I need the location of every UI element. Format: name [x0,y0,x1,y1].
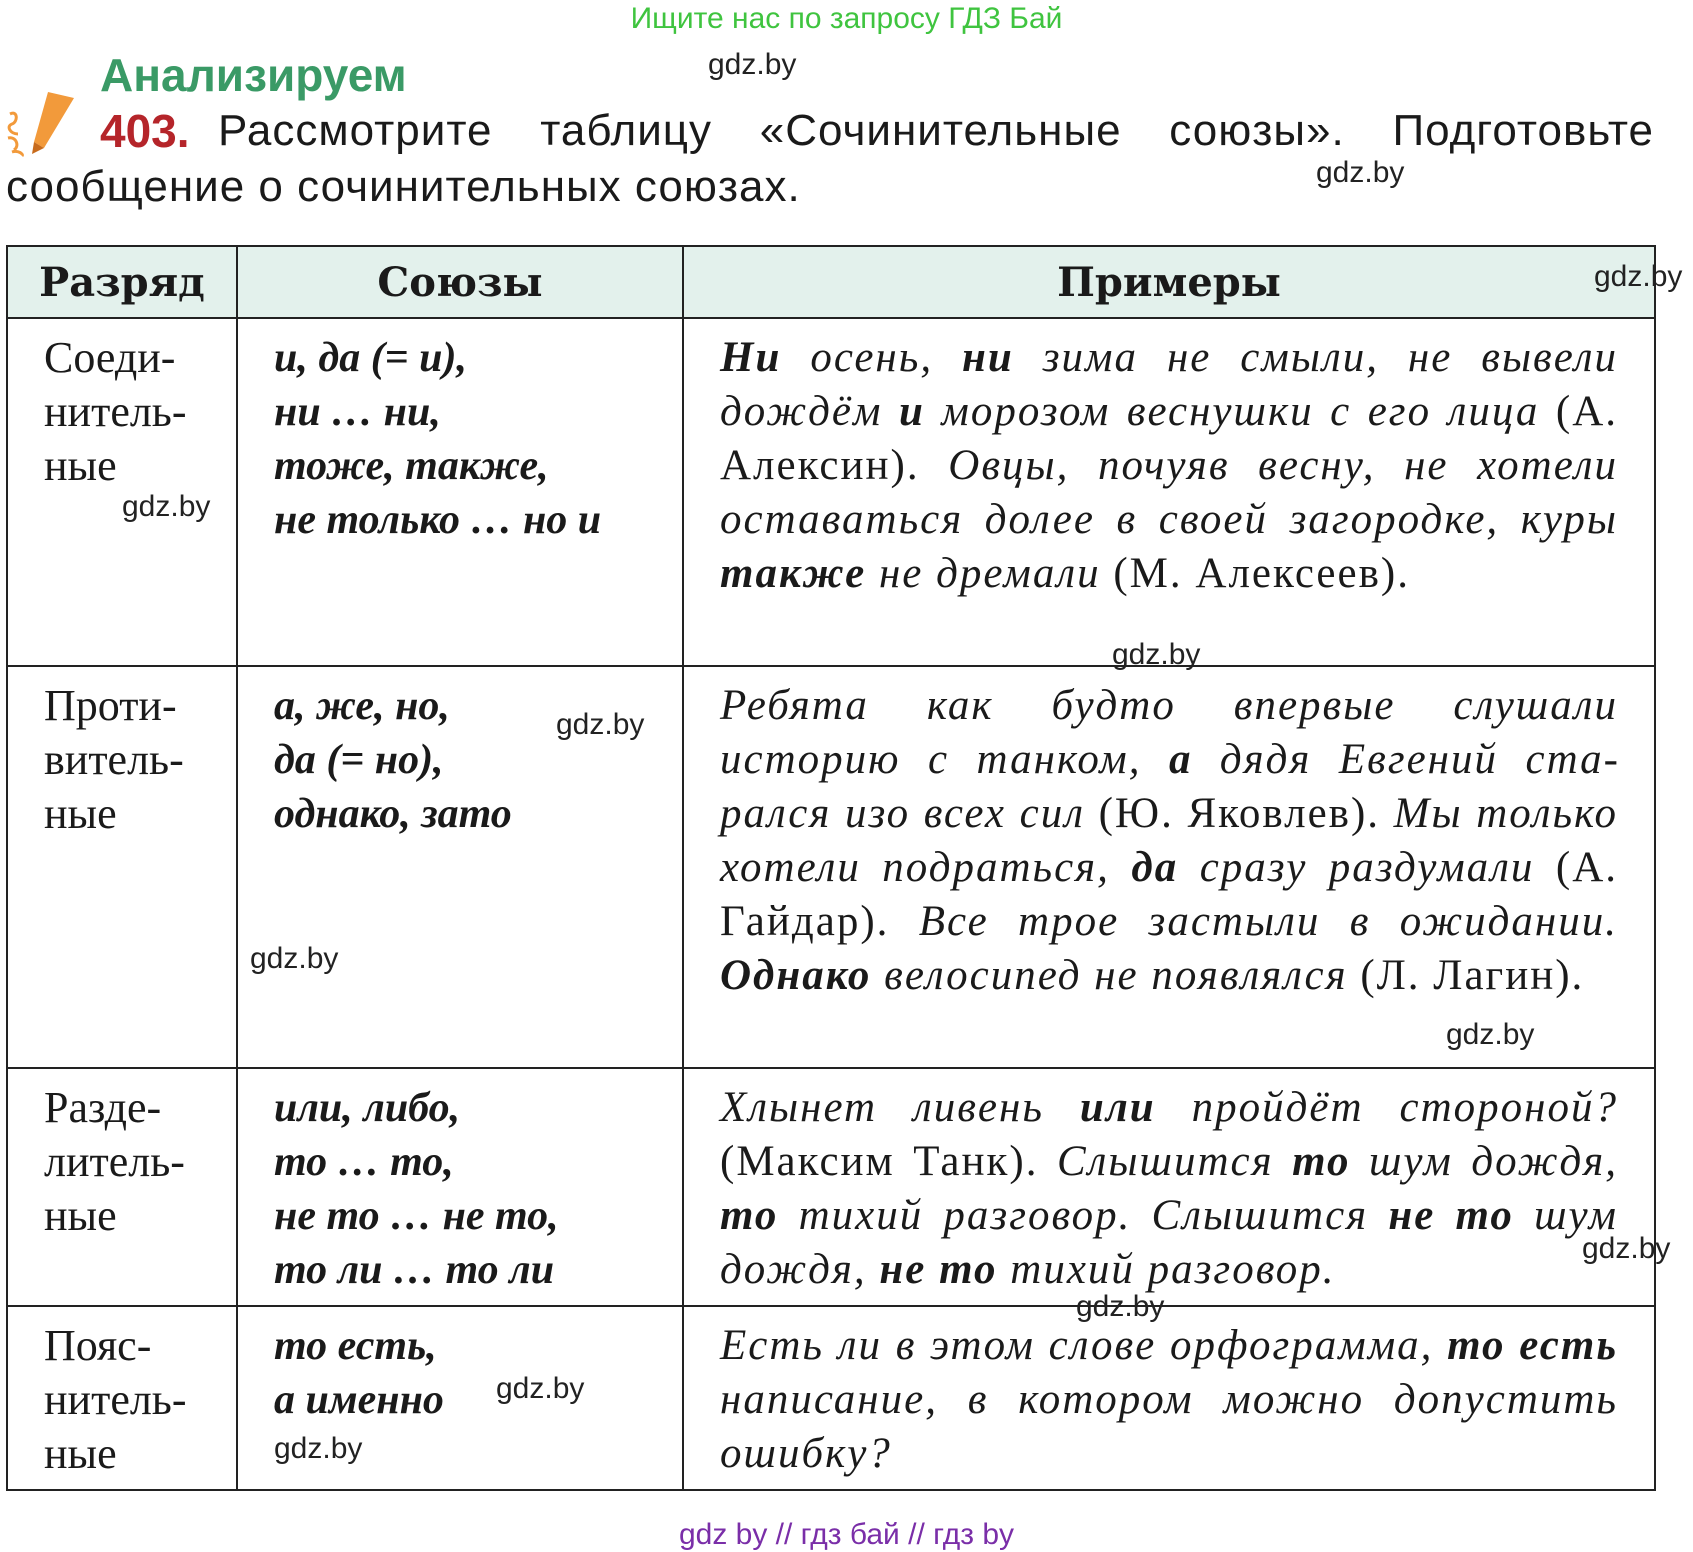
pencil-icon [4,88,84,163]
table-row [7,1068,1655,1306]
example-text: велосипед не появлялся [871,952,1361,999]
highlighted-conjunction: не то [879,1246,998,1293]
example-text: шум дождя, [1350,1138,1618,1185]
example-text: Все трое застыли в ожидании. [889,898,1618,945]
example-cell [683,1068,1655,1306]
watermark: gdz.by [1316,156,1405,189]
example-cell [683,666,1655,1068]
category-line: ные [44,789,117,838]
category-line: витель- [44,735,184,784]
header-conjunctions: Союзы [237,246,683,318]
highlighted-conjunction: Ни [720,334,782,381]
conjunction-line: а, же, но, [274,683,450,729]
example-text: дядя Евгений старался изо всех сил [720,736,1618,837]
watermark: gdz.by [1446,1018,1535,1051]
author-citation: (Ю. Яковлев). [1098,790,1381,837]
highlighted-conjunction: то [1292,1138,1351,1185]
task-number: 403. [100,105,190,157]
conjunctions-table [6,245,1656,1491]
example-text: пройдёт стороной? [1155,1084,1618,1131]
category-line: Разде- [44,1083,162,1132]
highlighted-conjunction: или [1079,1084,1156,1131]
watermark: gdz.by [708,48,797,81]
category-line: Проти- [44,681,177,730]
watermark: gdz.by [1594,260,1683,293]
category-cell [7,1306,237,1490]
table-row [7,1306,1655,1490]
highlighted-conjunction: то [720,1192,779,1239]
category-line: ные [44,1429,117,1478]
conjunction-line: ни … ни, [274,389,441,435]
example-text: Хлынет ливень [720,1084,1080,1131]
watermark: gdz.by [250,942,339,975]
watermark: gdz.by [556,708,645,741]
header-examples: Примеры [683,246,1655,318]
category-line: Пояс- [44,1321,152,1370]
highlighted-conjunction: также [720,550,867,597]
highlighted-conjunction: и [898,388,925,435]
example-text: Ребята как будто впервые слушали историю с танком, [720,682,1618,783]
table-row [7,666,1655,1068]
header-category: Разряд [7,246,237,318]
highlighted-conjunction: ни [962,334,1014,381]
conjunctions-cell [237,318,683,666]
conjunction-line: не только … но и [274,497,602,543]
watermark: gdz.by [1076,1290,1165,1323]
example-text: сразу раздумали [1178,844,1556,891]
watermark: gdz.by [274,1432,363,1465]
highlighted-conjunction: Однако [720,952,872,999]
footer-links: gdz by // гдз бай // гдз by [678,1518,1015,1551]
author-citation: (Л. Лагин). [1360,952,1585,999]
task-text-line-1: Рассмотрите таблицу «Сочинительные союзы». Подготовьте [218,106,1654,155]
watermark: gdz.by [496,1372,585,1405]
category-line: нитель- [44,1375,187,1424]
conjunction-line: однако, зато [274,791,512,837]
example-text: Есть ли в этом слове орфограмма, [720,1322,1448,1369]
watermark: gdz.by [1582,1232,1671,1265]
example-text: Мы только хотели подраться, [720,790,1619,891]
example-text: написание, в котором можно допустить ошибку? [720,1376,1618,1477]
author-citation: (А. Алексин). [720,388,1618,489]
example-text: шум дождя, [720,1192,1618,1293]
conjunction-line: да (= но), [274,737,444,783]
watermark: gdz.by [122,490,211,523]
example-text: осень, [781,334,963,381]
table-row [7,318,1655,666]
highlighted-conjunction: не то [1388,1192,1514,1239]
example-text: зима не смыли, не вывели дождём [720,334,1618,435]
highlighted-conjunction: да [1131,844,1179,891]
author-citation: (М. Алексеев). [1113,550,1410,597]
conjunction-line: то … то, [274,1139,454,1185]
conjunction-line: а именно [274,1377,444,1423]
conjunction-line: тоже, также, [274,443,549,489]
task-text-line-2: сообщение о сочинительных союзах. [6,162,801,211]
conjunction-line: не то … не то, [274,1193,559,1239]
top-banner: Ищите нас по запросу ГДЗ Бай [630,2,1063,35]
author-citation: (А. Гайдар). [720,844,1618,945]
example-text: тихий разговор. [997,1246,1336,1293]
highlighted-conjunction: а [1168,736,1193,783]
category-line: Соеди- [44,333,176,382]
author-citation: (Максим Танк). [720,1138,1039,1185]
example-text: Слышится [1038,1138,1293,1185]
watermark: gdz.by [1112,638,1201,671]
table-header-row [7,246,1655,318]
section-title: Анализируем [100,49,407,101]
conjunction-line: или, либо, [274,1085,461,1131]
category-line: ные [44,1191,117,1240]
category-cell [7,666,237,1068]
conjunction-line: и, да (= и), [274,335,467,381]
category-line: нитель- [44,387,187,436]
conjunction-line: то ли … то ли [274,1247,555,1293]
category-line: литель- [44,1137,185,1186]
example-text: морозом веснушки с его лица [924,388,1556,435]
conjunction-line: то есть, [274,1323,437,1369]
category-line: ные [44,441,117,490]
example-text: не дремали [866,550,1114,597]
example-text: Овцы, почуяв весну, не хотели оставаться долее в своей загородке, куры [720,442,1618,543]
conjunctions-cell [237,1068,683,1306]
category-cell [7,1068,237,1306]
highlighted-conjunction: то есть [1447,1322,1618,1369]
example-text: тихий разговор. Слышится [778,1192,1389,1239]
example-cell [683,1306,1655,1490]
example-cell [683,318,1655,666]
